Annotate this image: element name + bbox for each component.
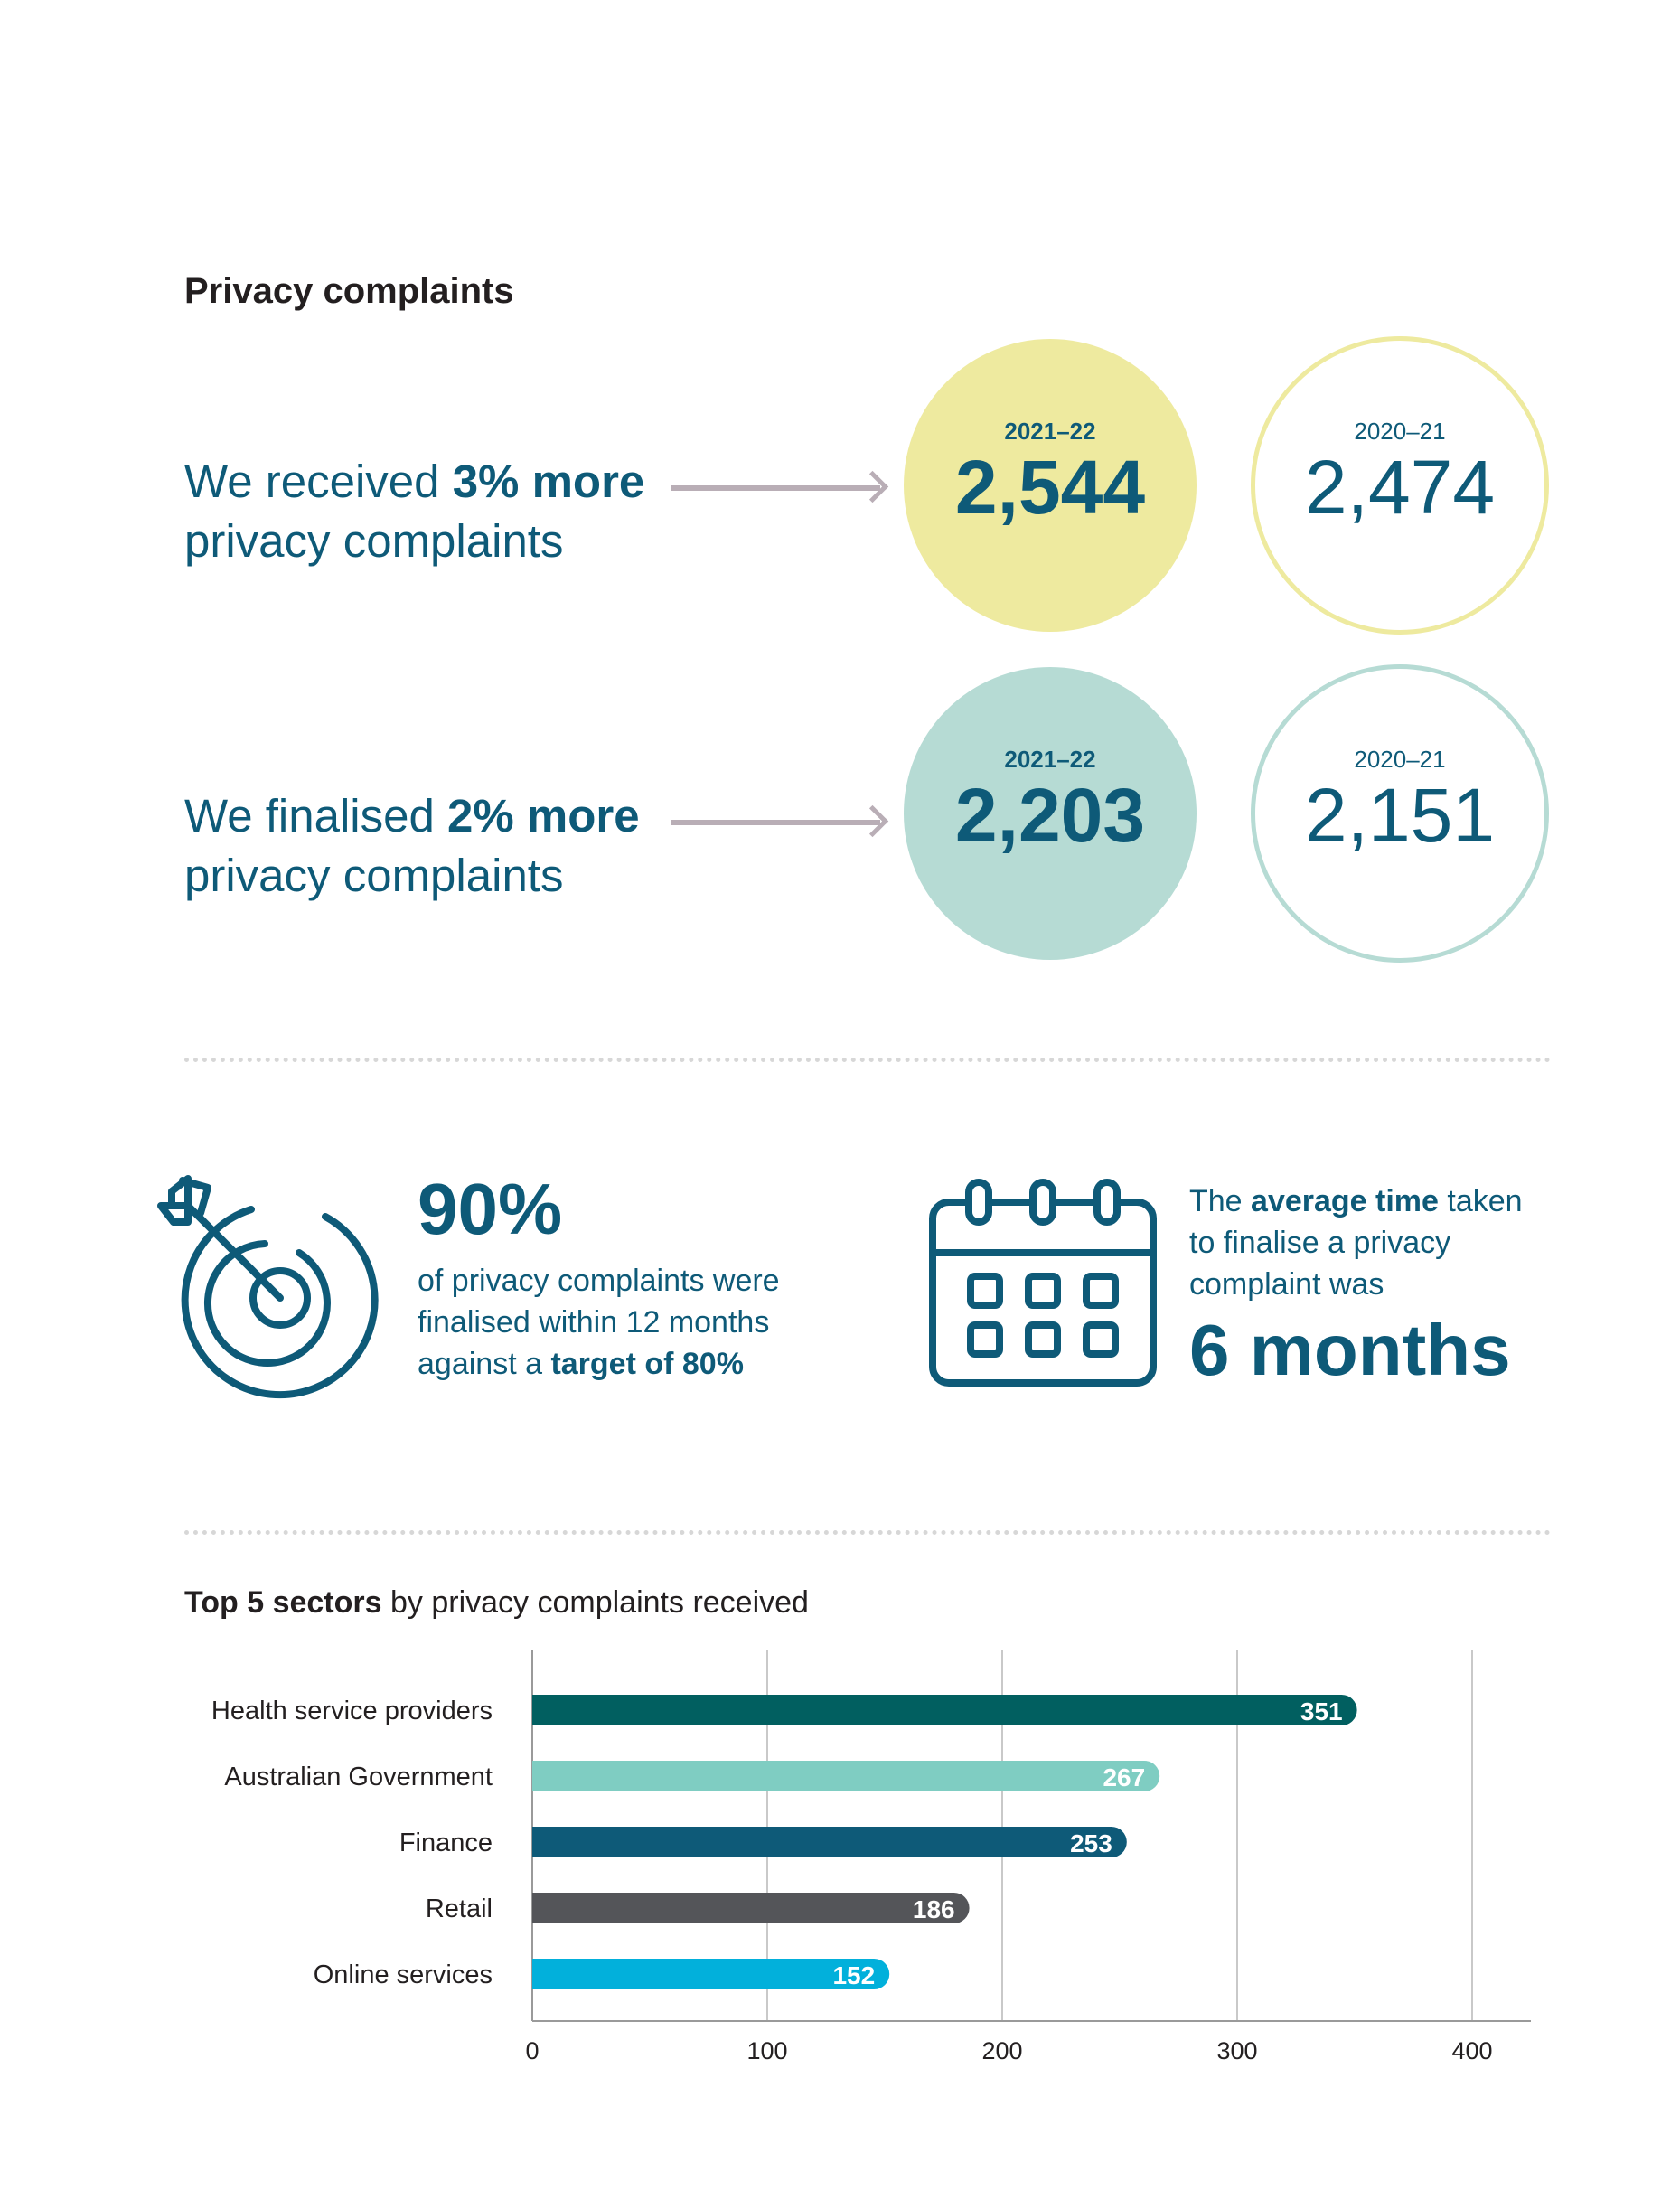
received-previous-value: 2,474 <box>1304 444 1496 530</box>
data-label: 253 <box>1070 1829 1112 1857</box>
data-label: 267 <box>1103 1763 1146 1791</box>
kpi-time-line2: to finalise a privacy <box>1189 1226 1451 1260</box>
received-text: We received <box>184 456 453 507</box>
received-current-year: 2021–22 <box>1004 417 1096 445</box>
bar <box>532 1761 1159 1791</box>
kpi-time-line1-after: taken <box>1438 1184 1523 1218</box>
kpi-time-value: 6 months <box>1189 1310 1511 1390</box>
finalised-text-line2: privacy complaints <box>184 850 564 901</box>
x-tick-label: 0 <box>525 2037 540 2064</box>
category-label: Finance <box>399 1829 493 1857</box>
received-text-line2: privacy complaints <box>184 515 564 567</box>
kpi-target-bold: target of 80% <box>550 1347 744 1381</box>
finalised-previous-value: 2,151 <box>1304 772 1496 858</box>
bar-left-cap <box>532 1959 563 1989</box>
kpi-time-line1: The <box>1189 1184 1252 1218</box>
x-tick-label: 100 <box>746 2037 788 2064</box>
finalised-current-value: 2,203 <box>954 772 1146 858</box>
bar <box>532 1893 970 1923</box>
kpi-target-line1: of privacy complaints were <box>418 1264 780 1298</box>
chart-title-rest: by privacy complaints received <box>381 1585 809 1620</box>
kpi-percent: 90% <box>418 1169 563 1249</box>
chart-title-bold: Top 5 sectors <box>184 1585 382 1620</box>
bar <box>532 1827 1127 1857</box>
kpi-target-line2: finalised within 12 months <box>418 1305 770 1340</box>
x-tick-label: 300 <box>1216 2037 1258 2064</box>
data-label: 152 <box>832 1961 876 1989</box>
kpi-time-line3: complaint was <box>1189 1267 1384 1302</box>
data-label: 186 <box>912 1895 955 1923</box>
kpi-time-bold: average time <box>1251 1184 1439 1218</box>
bar-left-cap <box>532 1761 563 1791</box>
category-label: Retail <box>425 1894 493 1923</box>
bar-left-cap <box>532 1695 563 1725</box>
bar <box>532 1695 1357 1725</box>
finalised-text: We finalised <box>184 790 448 841</box>
received-percent: 3% more <box>452 456 645 507</box>
bar-left-cap <box>532 1893 563 1923</box>
category-label: Health service providers <box>211 1697 493 1725</box>
x-tick-label: 200 <box>981 2037 1023 2064</box>
data-label: 351 <box>1300 1697 1343 1725</box>
received-previous-year: 2020–21 <box>1354 417 1446 445</box>
finalised-percent: 2% more <box>447 790 640 841</box>
kpi-target-line3: against a <box>418 1347 551 1381</box>
bar-left-cap <box>532 1827 563 1857</box>
finalised-current-year: 2021–22 <box>1004 745 1096 773</box>
finalised-previous-year: 2020–21 <box>1354 745 1446 773</box>
section-title: Privacy complaints <box>184 271 514 311</box>
received-current-value: 2,544 <box>954 444 1146 530</box>
category-label: Australian Government <box>224 1763 493 1791</box>
category-label: Online services <box>313 1960 493 1989</box>
x-tick-label: 400 <box>1451 2037 1493 2064</box>
